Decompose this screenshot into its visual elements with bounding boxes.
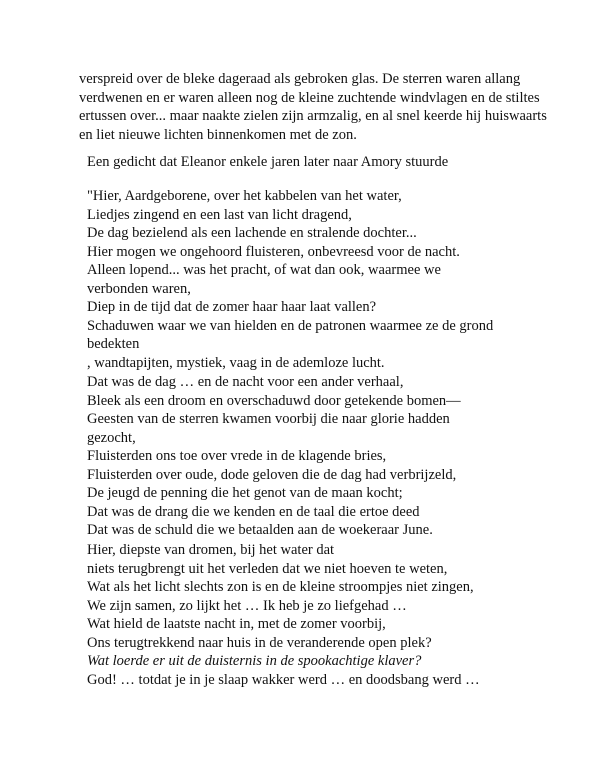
poem-line-italic: Wat loerde er uit de duisternis in de spookachtige klaver? <box>87 653 422 669</box>
poem-line: Dat was de schuld die we betaalden aan de woekeraar June. <box>87 522 433 538</box>
poem-line: Geesten van de sterren kwamen voorbij die naar glorie hadden <box>87 411 450 427</box>
poem-line: Dat was de drang die we kenden en de taal die ertoe deed <box>87 503 420 520</box>
poem-line: Bleek als een droom en overschaduwd door getekende bomen— <box>87 392 461 409</box>
poem-line: Diep in de tijd dat de zomer haar haar laat vallen? <box>87 299 377 315</box>
poem-line: De dag bezielend als een lachende en stralende dochter... <box>87 225 417 241</box>
poem-line: bedekten <box>87 336 140 352</box>
poem-line: , wandtapijten, mystiek, vaag in de ademloze lucht. <box>87 354 385 371</box>
poem-line: Hier mogen we ongehoord fluisteren, onbevreesd voor de nacht. <box>87 243 460 260</box>
poem-line: De jeugd de penning die het genot van de maan kocht; <box>87 485 403 501</box>
poem-stanza-1 <box>87 187 557 372</box>
poem-line: gezocht, <box>87 429 136 446</box>
intro-paragraph: verspreid over de bleke dageraad als gebroken glas. De sterren waren allang verdwenen en er waren alleen nog de kleine zuchtende windvlagen en de stiltes ertussen over... maar naakte zielen zijn armzalig, en al snel keerde hij huiswaarts en liet nieuwe lichten binnenkomen met de zon. <box>79 71 547 143</box>
poem-line: Dat was de dag … en de nacht voor een ander verhaal, <box>87 374 404 390</box>
poem-heading: Een gedicht dat Eleanor enkele jaren later naar Amory stuurde <box>87 154 449 170</box>
poem-line: Hier, diepste van dromen, bij het water dat <box>87 542 335 558</box>
poem-line: Schaduwen waar we van hielden en de patronen waarmee ze de grond <box>87 317 494 334</box>
poem-line: Ons terugtrekkend naar huis in de veranderende open plek? <box>87 634 432 651</box>
poem-line: Liedjes zingend en een last van licht dragend, <box>87 206 352 223</box>
poem-line: Fluisterden ons toe over vrede in de klagende bries, <box>87 448 387 464</box>
poem-stanza-3 <box>87 541 557 689</box>
poem-line: Wat als het licht slechts zon is en de kleine stroompjes niet zingen, <box>87 579 474 595</box>
poem-line: verbonden waren, <box>87 280 191 297</box>
poem-line: Fluisterden over oude, dode geloven die de dag had verbrijzeld, <box>87 466 457 483</box>
poem-line: Wat hield de laatste nacht in, met de zomer voorbij, <box>87 616 386 632</box>
poem-line: Alleen lopend... was het pracht, of wat dan ook, waarmee we <box>87 262 441 278</box>
poem-line: God! … totdat je in je slaap wakker werd … en doodsbang werd … <box>87 671 480 688</box>
poem-line: niets terugbrengt uit het verleden dat we niet hoeven te weten, <box>87 560 448 577</box>
poem-line: We zijn samen, zo lijkt het … Ik heb je zo liefgehad … <box>87 597 407 614</box>
poem-line: "Hier, Aardgeborene, over het kabbelen van het water, <box>87 188 402 204</box>
poem-stanza-2 <box>87 373 557 540</box>
